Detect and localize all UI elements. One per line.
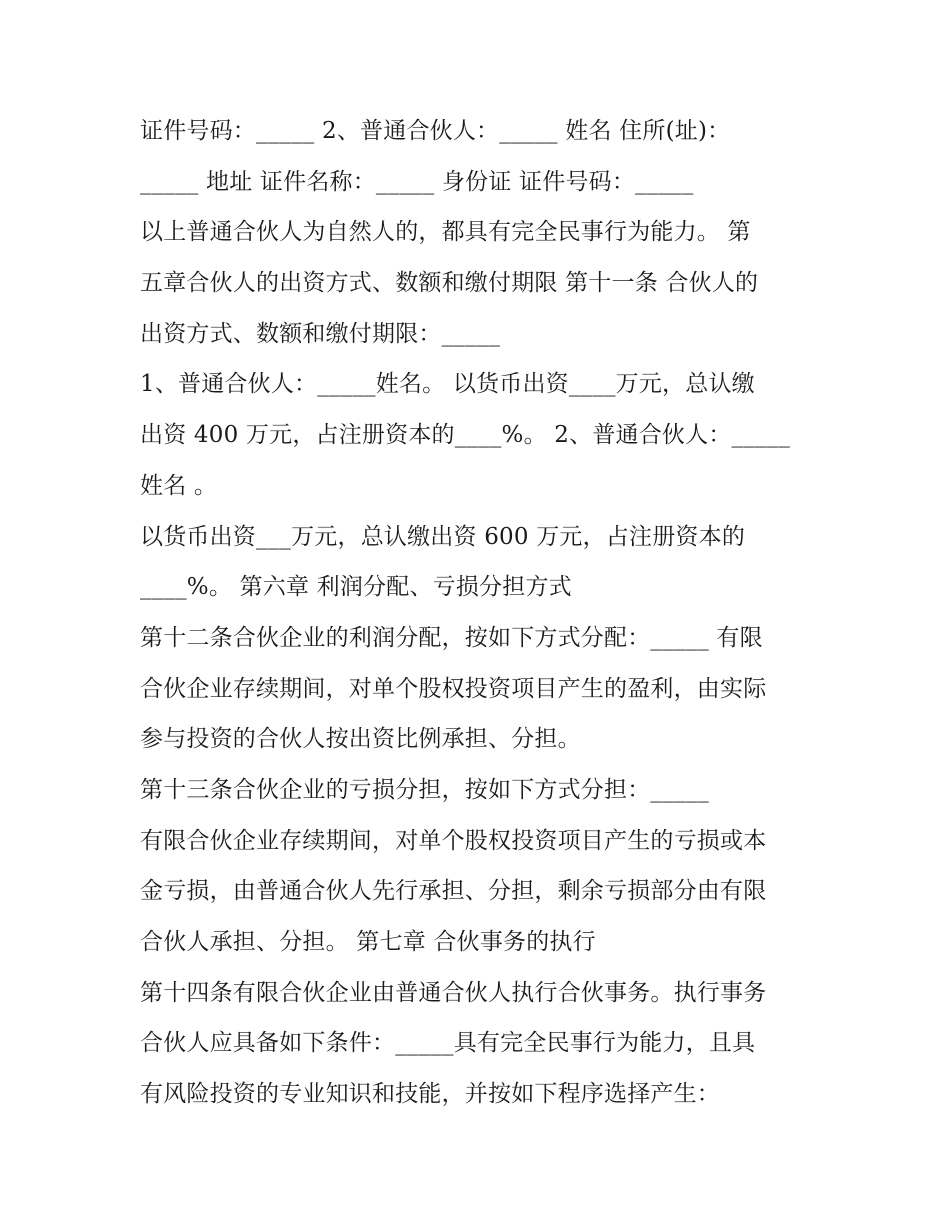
text-line: 以货币出资___万元，总认缴出资 600 万元，占注册资本的 bbox=[140, 523, 746, 550]
text-line: 第十三条合伙企业的亏损分担，按如下方式分担：_____ bbox=[140, 776, 709, 803]
text-line: 合伙人应具备如下条件：_____具有完全民事行为能力，且具 bbox=[140, 1030, 756, 1057]
text-line: 五章合伙人的出资方式、数额和缴付期限 第十一条 合伙人的 bbox=[140, 270, 759, 297]
text-line: 第十二条合伙企业的利润分配，按如下方式分配：_____ 有限 bbox=[140, 624, 763, 651]
text-line: 有风险投资的专业知识和技能，并按如下程序选择产生： bbox=[140, 1081, 720, 1108]
text-line: 合伙企业存续期间，对单个股权投资项目产生的盈利，由实际 bbox=[140, 675, 767, 702]
text-line: ____%。 第六章 利润分配、亏损分担方式 bbox=[140, 574, 572, 601]
text-line: 出资方式、数额和缴付期限：_____ bbox=[140, 320, 501, 347]
text-line: 以上普通合伙人为自然人的，都具有完全民事行为能力。 第 bbox=[140, 219, 751, 246]
text-line: 有限合伙企业存续期间，对单个股权投资项目产生的亏损或本 bbox=[140, 827, 767, 854]
document-body bbox=[140, 106, 820, 1120]
text-line: 姓名 。 bbox=[140, 472, 218, 499]
text-line: _____ 地址 证件名称：_____ 身份证 证件号码：_____ bbox=[140, 168, 694, 195]
text-line: 1、普通合伙人：_____姓名。 以货币出资____万元，总认缴 bbox=[140, 371, 755, 398]
text-line: 第十四条有限合伙企业由普通合伙人执行合伙事务。执行事务 bbox=[140, 979, 767, 1006]
text-line: 金亏损，由普通合伙人先行承担、分担，剩余亏损部分由有限 bbox=[140, 878, 767, 905]
text-line: 出资 400 万元，占注册资本的____%。 2、普通合伙人：_____ bbox=[140, 422, 791, 449]
text-line: 合伙人承担、分担。 第七章 合伙事务的执行 bbox=[140, 929, 596, 955]
text-line: 证件号码：_____ 2、普通合伙人：_____ 姓名 住所(址)： bbox=[140, 118, 731, 144]
text-line: 参与投资的合伙人按出资比例承担、分担。 bbox=[140, 726, 581, 753]
